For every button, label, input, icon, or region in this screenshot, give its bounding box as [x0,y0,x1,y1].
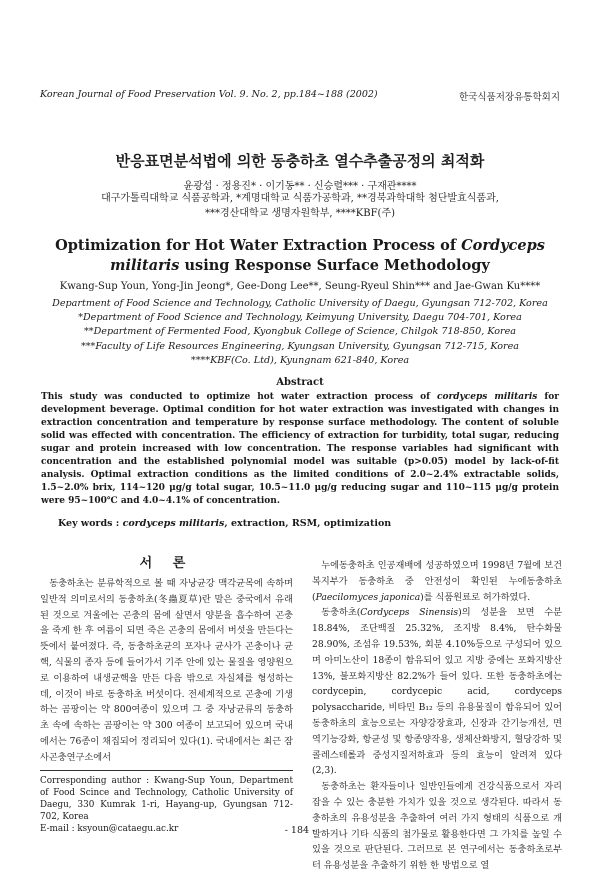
intro-paragraph: 동충하초는 분류학적으로 볼 때 자낭균강 맥각균목에 속하며 일반적 의미로서의 동충하초(冬蟲夏草)란 말은 중국에서 유래된 것으로 겨울에는 곤충의 몸에 살면서 양분을 흡수하여 곤충을 죽게 한 후 여름이 되면 죽은 곤충의 몸에서 버섯을 만든다는 뜻에서 붙여졌다. 즉, 동충하초균의 포자나 균사가 곤충이나 균핵, 식물의 종자 등에 들어가서 기주 안에 있는 물질을 영양원으로 이용하여 내생균핵을 만든 다음 밖으로 자실체를 형성하는데, 이것이 바로 동충하초 버섯이다. 전세계적으로 곤충에 기생하는 곰팡이는 약 800여종이 있으며 그 중 자낭균류의 동충하초 속에 속하는 곰팡이는 약 300 여종이 보고되어 있으며 국내에서는 76종이 채집되어 정리되어 있다(1). 국내에서는 최근 잠사곤충연구소에서 [40,578,293,763]
intro-paragraph [312,605,562,779]
text-run: )의 성분을 보면 수분 18.84%, 조단백질 25.32%, 조지방 8.4%, 탄수화물 28.90%, 조섬유 19.53%, 회분 4.10%등으로 구성되어 있으며 아미노산이 18종이 함유되어 있고 지방 중에는 포화지방산 13%, 불포화지방산 82.2%가 들어 있다. 또한 동충하초에는 cordycepin, cordycepic acid, cordyceps polysaccharide, 비타민 B₁₂ 등의 유용물질이 함유되어 있어 동충하초의 효능으로는 자양강장효과, 신장과 간기능개선, 면역기능강화, 항균성 및 항종양작용, 생체산화방지, 혈당강하 및 콜레스테롤과 중성지질저하효과 등의 효능이 알려져 있다(2,3). [312,607,562,777]
species-name: Paecilomyces japonica [315,591,421,603]
abstract-text: This study was conducted to optimize hot water extraction process of [41,392,437,402]
keywords-label: Key words : [58,518,123,529]
species-name: Cordyceps Sinensis [360,607,459,619]
affiliation-ko-line: 대구가톨릭대학교 식품공학과, *계명대학교 식품가공학과, **경북과학대학 첨단발효식품과, [101,193,499,204]
abstract-heading: Abstract [276,377,324,388]
footnote-email: E-mail : ksyoun@cataegu.ac.kr [40,824,179,834]
society-name: 한국식품저장유통학회지 [459,92,560,103]
abstract-text: for development beverage. Optimal condition for hot water extraction was investigated with changes in extraction concentration and temperature by response surface methodology. The content of soluble solid was effected with concentration. The efficiency of extraction for turbidity, total sugar, reducing sugar and protein increased with low concentration. The response variables had significant with concentration and the established polynomial model was suitable (p>0.05) model by lack-of-fit analysis. Optimal extraction conditions as the limited conditions of 2.0~2.4% extractable solids, 1.5~2.0% brix, 114~120 μg/g total sugar, 10.5~11.0 μg/g reducing sugar and 110~115 μg/g protein were 95~100℃ and 4.0~4.1% of concentration. [41,392,560,506]
abstract-body [41,391,559,508]
page-number: - 184 - [284,825,316,836]
affiliation-en-line: *Department of Food Science and Technology, Keimyung University, Daegu 704-701, Korea [78,312,522,324]
affiliations-english [50,297,550,368]
affiliation-ko-line: ***경산대학교 생명자원학부, ****KBF(주) [204,207,396,219]
affiliation-en-line: ***Faculty of Life Resources Engineering, Kyungsan University, Gyungsan 712-715, Korea [80,340,520,352]
affiliations-korean [60,192,540,221]
running-header [40,89,560,103]
abstract-species: cordyceps militaris [437,392,538,402]
authors-korean: 윤광섭 · 정용진* · 이기동** · 신승렬*** · 구재관**** [183,181,417,192]
text-run: )를 식품원료로 허가하였다. [420,591,531,603]
title-english [40,236,560,276]
affiliation-en-line: **Department of Fermented Food, Kyongbuk College of Science, Chilgok 718-850, Korea [83,326,516,338]
text-run: 누에동충하초 인공재배에 성공하였으며 1998년 7월에 보건복지부가 동충하초 중 안전성이 확인된 누에동충하초( [312,560,562,603]
title-en-species: Cordyceps militaris [110,237,545,274]
intro-paragraph: 동충하초는 환자들이나 일반인들에게 건강식품으로서 자리잡을 수 있는 충분한 가치가 있을 것으로 생각된다. 따라서 동충하초의 유용성분을 추출하여 여러 가지 형태의 식품으로 개발하거나 기타 식품의 첨가물로 활용한다면 그 가치를 높일 수 있을 것으로 판단된다. 그러므로 본 연구에서는 동충하초로부터 유용성분을 추출하기 위한 한 방법으로 열 [312,781,562,872]
title-en-part2: using Response Surface Methodology [179,257,490,274]
footnote-divider [40,770,293,771]
footnote-address: Corresponding author : Kwang-Sup Youn, Department of Food Scince and Technology, Catholic University of Daegu, 330 Kumrak 1-ri, Hayang-up, Gyungsan 712-702, Korea [40,776,293,822]
title-en-part1: Optimization for Hot Water Extraction Process of [55,237,462,254]
keywords-italic: cordyceps militaris [122,518,225,529]
title-korean: 반응표면분석법에 의한 동충하초 열수추출공정의 최적화 [115,152,485,170]
authors-english: Kwang-Sup Youn, Yong-Jin Jeong*, Gee-Dong Lee**, Seung-Ryeul Shin*** and Jae-Gwan Ku**** [59,281,541,292]
affiliation-en-line: ****KBF(Co. Ltd), Kyungnam 621-840, Korea [190,354,410,366]
keywords [58,518,558,529]
keywords-rest: , extraction, RSM, optimization [224,518,392,529]
intro-paragraph [312,558,562,605]
journal-citation: Korean Journal of Food Preservation Vol. 9. No. 2, pp.184~188 (2002) [40,89,378,100]
text-run: 동충하초( [321,607,361,619]
left-column [40,576,293,766]
affiliation-en-line: Department of Food Science and Technology, Catholic University of Daegu, Gyungsan 712-702, Korea [52,298,548,309]
section-heading-introduction: 서 론 [139,556,194,571]
